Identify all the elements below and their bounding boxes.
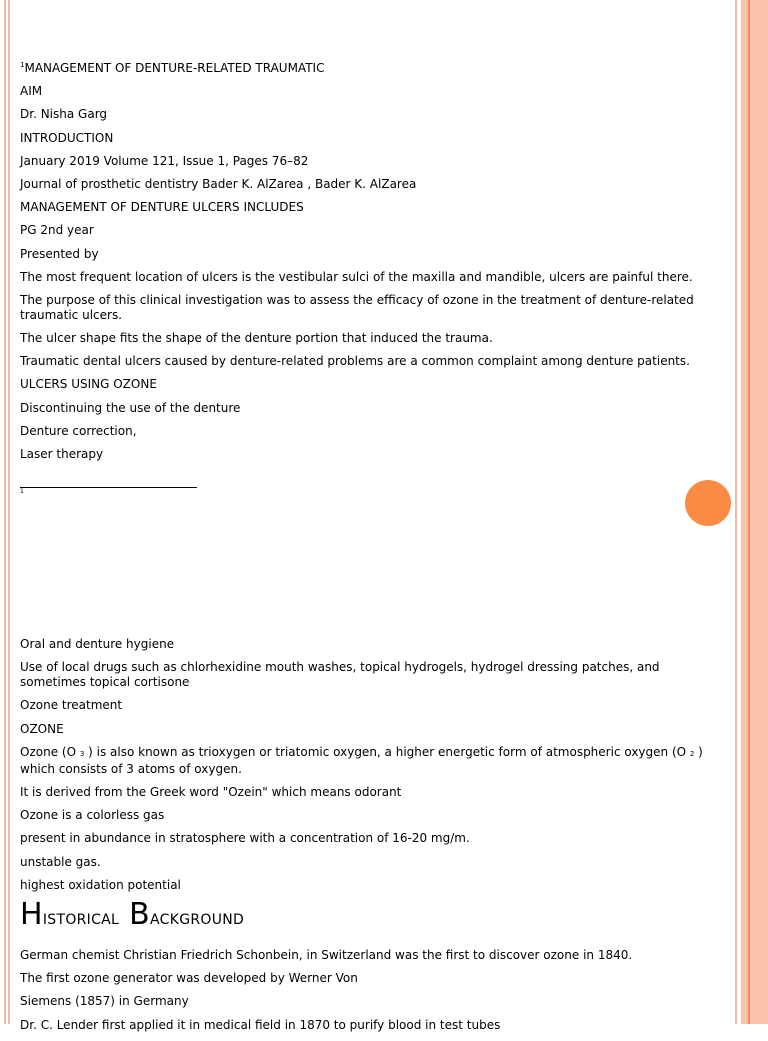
left-border-line bbox=[8, 0, 10, 1024]
text-line: present in abundance in stratosphere with a concentration of 16-20 mg/m. bbox=[20, 831, 470, 846]
text-line: Denture correction, bbox=[20, 423, 137, 438]
text-line: Oral and denture hygiene bbox=[20, 637, 175, 651]
text-line: MANAGEMENT OF DENTURE ULCERS INCLUDES bbox=[20, 200, 304, 215]
section-heading-historical-background: HISTORICAL BACKGROUND bbox=[20, 897, 245, 932]
right-decorative-band bbox=[741, 0, 768, 1024]
ozone-definition: Ozone (O 3 ) is also known as trioxygen or triatomic oxygen, a higher energetic form of atmospheric oxygen (O 2 ) which consists of 3 atoms of oxygen. bbox=[20, 744, 703, 776]
text-line: AIM bbox=[20, 84, 43, 99]
footnote-ref: 1 bbox=[20, 61, 25, 69]
text-block-3 bbox=[20, 948, 720, 1041]
text-line: Presented by bbox=[20, 246, 99, 261]
document-title: $^1$MANAGEMENT OF DENTURE-RELATED TRAUMATIC bbox=[20, 61, 325, 75]
text-line: The most frequent location of ulcers is the vestibular sulci of the maxilla and mandible, ulcers are painful there. bbox=[20, 269, 693, 284]
decorative-circle bbox=[685, 480, 731, 526]
text-line: German chemist Christian Friedrich Schonbein, in Switzerland was the first to discover ozone in 1840. bbox=[20, 948, 633, 962]
text-line: Laser therapy bbox=[20, 447, 104, 461]
text-line: Ozone is a colorless gas bbox=[20, 808, 165, 823]
text-block-2 bbox=[20, 637, 720, 901]
text-line: The purpose of this clinical investigation was to assess the efficacy of ozone in the treatment of denture-related traumatic ulcers. bbox=[20, 292, 694, 322]
text-line: Discontinuing the use of the denture bbox=[20, 400, 241, 415]
text-line: PG 2nd year bbox=[20, 223, 94, 238]
text-line: It is derived from the Greek word "Ozein" which means odorant bbox=[20, 784, 402, 799]
text-line: Dr. C. Lender first applied it in medical field in 1870 to purify blood in test tubes bbox=[20, 1017, 501, 1032]
text-line: The first ozone generator was developed by Werner Von bbox=[20, 971, 358, 986]
text-line: INTRODUCTION bbox=[20, 130, 114, 145]
text-line: Use of local drugs such as chlorhexidine mouth washes, topical hydrogels, hydrogel dressing patches, and sometimes topical cortisone bbox=[20, 660, 660, 690]
text-line: January 2019 Volume 121, Issue 1, Pages 76–82 bbox=[20, 153, 309, 168]
text-line: highest oxidation potential bbox=[20, 877, 181, 892]
text-block-1 bbox=[20, 61, 720, 470]
text-line: Journal of prosthetic dentistry Bader K. AlZarea , Bader K. AlZarea bbox=[20, 176, 417, 191]
text-line: Ozone treatment bbox=[20, 698, 123, 713]
right-border-line bbox=[735, 0, 737, 1024]
footnote-number: 1 bbox=[20, 488, 24, 495]
text-line: Traumatic dental ulcers caused by denture-related problems are a common complaint among denture patients. bbox=[20, 354, 690, 369]
right-decorative-line bbox=[748, 0, 750, 1024]
text-line: Dr. Nisha Garg bbox=[20, 107, 108, 122]
text-line: Siemens (1857) in Germany bbox=[20, 994, 189, 1009]
left-border-line bbox=[4, 0, 6, 1024]
text-line: unstable gas. bbox=[20, 854, 101, 869]
footnote-divider bbox=[20, 487, 197, 488]
text-line: The ulcer shape fits the shape of the denture portion that induced the trauma. bbox=[20, 331, 493, 346]
text-line: ULCERS USING OZONE bbox=[20, 377, 157, 392]
text-line: OZONE bbox=[20, 721, 64, 736]
